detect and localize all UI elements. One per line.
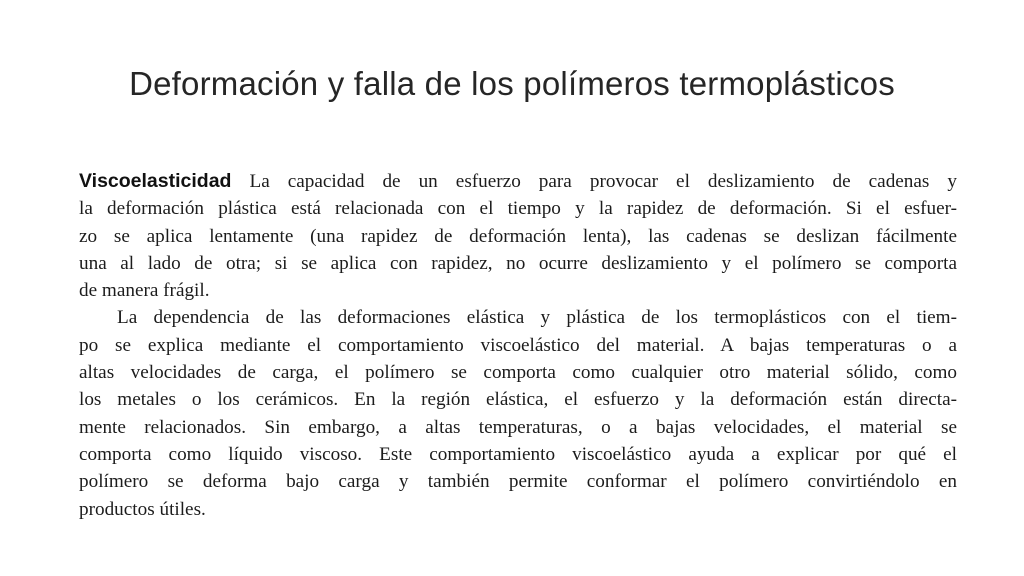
slide-title: Deformación y falla de los polímeros termoplásticos — [129, 65, 895, 102]
text-line: polímero se deforma bajo carga y también permite conformar el polímero convirtiéndolo en — [79, 471, 957, 493]
text-line: de manera frágil. — [79, 280, 210, 302]
paragraph-viscoelasticity-1 — [79, 168, 957, 304]
paragraph-viscoelasticity-2 — [79, 304, 957, 522]
text-line: la deformación plástica está relacionada con el tiempo y la rapidez de deformación. Si el esfuer- — [79, 198, 957, 220]
text-line: productos útiles. — [79, 498, 206, 520]
text-line: La dependencia de las deformaciones elástica y plástica de los termoplásticos con el tiem- — [117, 307, 957, 329]
section-heading: Viscoelasticidad — [79, 170, 232, 192]
text-line: comporta como líquido viscoso. Este comportamiento viscoelástico ayuda a explicar por qué el — [79, 443, 957, 465]
text-line: una al lado de otra; si se aplica con rapidez, no ocurre deslizamiento y el polímero se comporta — [79, 252, 957, 274]
text-line: altas velocidades de carga, el polímero se comporta como cualquier otro material sólido, como — [79, 362, 957, 384]
text-line: po se explica mediante el comportamiento viscoelástico del material. A bajas temperaturas o a — [79, 334, 957, 356]
textbook-excerpt — [79, 168, 957, 523]
text-line-content: La capacidad de un esfuerzo para provocar el deslizamiento de cadenas y — [249, 171, 957, 192]
text-line: mente relacionados. Sin embargo, a altas temperaturas, o a bajas velocidades, el material se — [79, 416, 957, 438]
text-line: los metales o los cerámicos. En la región elástica, el esfuerzo y la deformación están directa- — [79, 389, 957, 411]
text-line — [79, 168, 957, 195]
text-line: zo se aplica lentamente (una rapidez de deformación lenta), las cadenas se deslizan fácilmente — [79, 225, 957, 247]
